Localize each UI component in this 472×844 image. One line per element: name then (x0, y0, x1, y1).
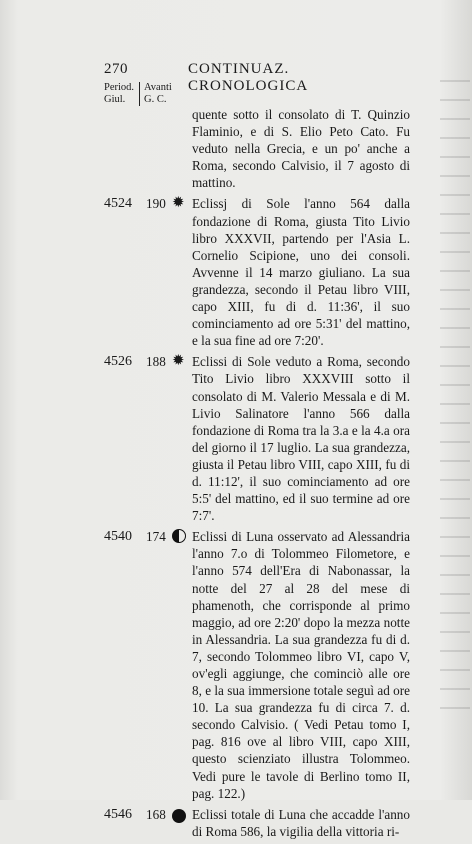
page-number: 270 (104, 61, 128, 77)
half-moon-icon (172, 529, 186, 543)
entry-text: quente sotto il consolato di T. Quinzio Flaminio, e di S. Elio Peto Cato. Fu veduto nella Grecia, e un po' anche a Roma, secondo Calvisio, il 7 agosto di mattino. (192, 107, 410, 191)
year-before-christ: 174 (146, 529, 166, 545)
julian-period: 4526 (104, 354, 132, 370)
entry-4546 (104, 806, 410, 840)
year-before-christ: 188 (146, 354, 166, 370)
continuation-paragraph (104, 106, 410, 191)
year-before-christ: 190 (146, 196, 166, 212)
full-moon-icon (172, 809, 186, 823)
sun-icon: ✹ (172, 195, 185, 212)
period-column-heading: Period. Giul. (104, 82, 135, 105)
entry-text: Eclissi di Luna osservato ad Alessandria l'anno 7.o di Tolommeo Filometore, e l'anno 574 dell'Era di Nabonassar, la notte del 27 al 28 del mese di phamenoth, che corrisponde al primo maggio, ad ore 2:20' dopo la mezza notte in Alessandria. La sua grandezza fu di d. 7, secondo Tolommeo libro VI, capo V, ov'egli aggiunge, che cominciò alle ore 8, e la sua immersione totale seguì ad ore 10. La sua grandezza fu di circa 7. d. secondo Calvisio. ( Vedi Petau tomo I, pag. 816 ove al libro VIII, capo XIII, questo scienziato illustra Tolommeo. Vedi pure le tavole di Berlino tomo II, pag. 122.) (192, 529, 410, 801)
julian-period: 4546 (104, 806, 132, 822)
julian-period: 4524 (104, 196, 132, 212)
sun-icon: ✹ (172, 353, 185, 370)
running-title: CONTINUAZ. CRONOLOGICA (188, 61, 309, 94)
year-before-christ: 168 (146, 806, 166, 822)
entry-text: Eclissi totale di Luna che accadde l'anno di Roma 586, la vigilia della vittoria ri- (192, 806, 410, 839)
show-through-text (440, 80, 470, 720)
chronology-text (104, 106, 410, 844)
julian-period: 4540 (104, 529, 132, 545)
before-christ-column-heading: Avanti G. C. (144, 82, 172, 105)
entry-text: Eclissi di Sole veduto a Roma, secondo Tito Livio libro XXXVIII sotto il consolato di M. Valerio Messala e di M. Livio Salinatore l'anno 566 dalla fondazione di Roma tra la 3.a e la 4.a ora del giorno il 17 luglio. La sua grandezza, giusta il Petau libro VIII, capo XIII, fu di d. 11:12', il suo cominciamento ad ore 5:5' del mattino, ed il suo termine ad ore 7:7'. (192, 354, 410, 524)
entry-4540 (104, 528, 410, 802)
column-divider (139, 82, 140, 106)
entry-4526 (104, 353, 410, 524)
entry-text: Eclissj di Sole l'anno 564 dalla fondazione di Roma, giusta Tito Livio libro XXXVII, partendo per l'Asia L. Cornelio Scipione, uno dei consoli. Avvenne il 14 marzo giuliano. La sua grandezza, secondo il Petau libro VIII, capo XIII, fu di d. 11:36', il suo cominciamento ad ore 5:31' del mattino, e la sua fine ad ore 7:20'. (192, 196, 410, 349)
entry-4524 (104, 195, 410, 349)
